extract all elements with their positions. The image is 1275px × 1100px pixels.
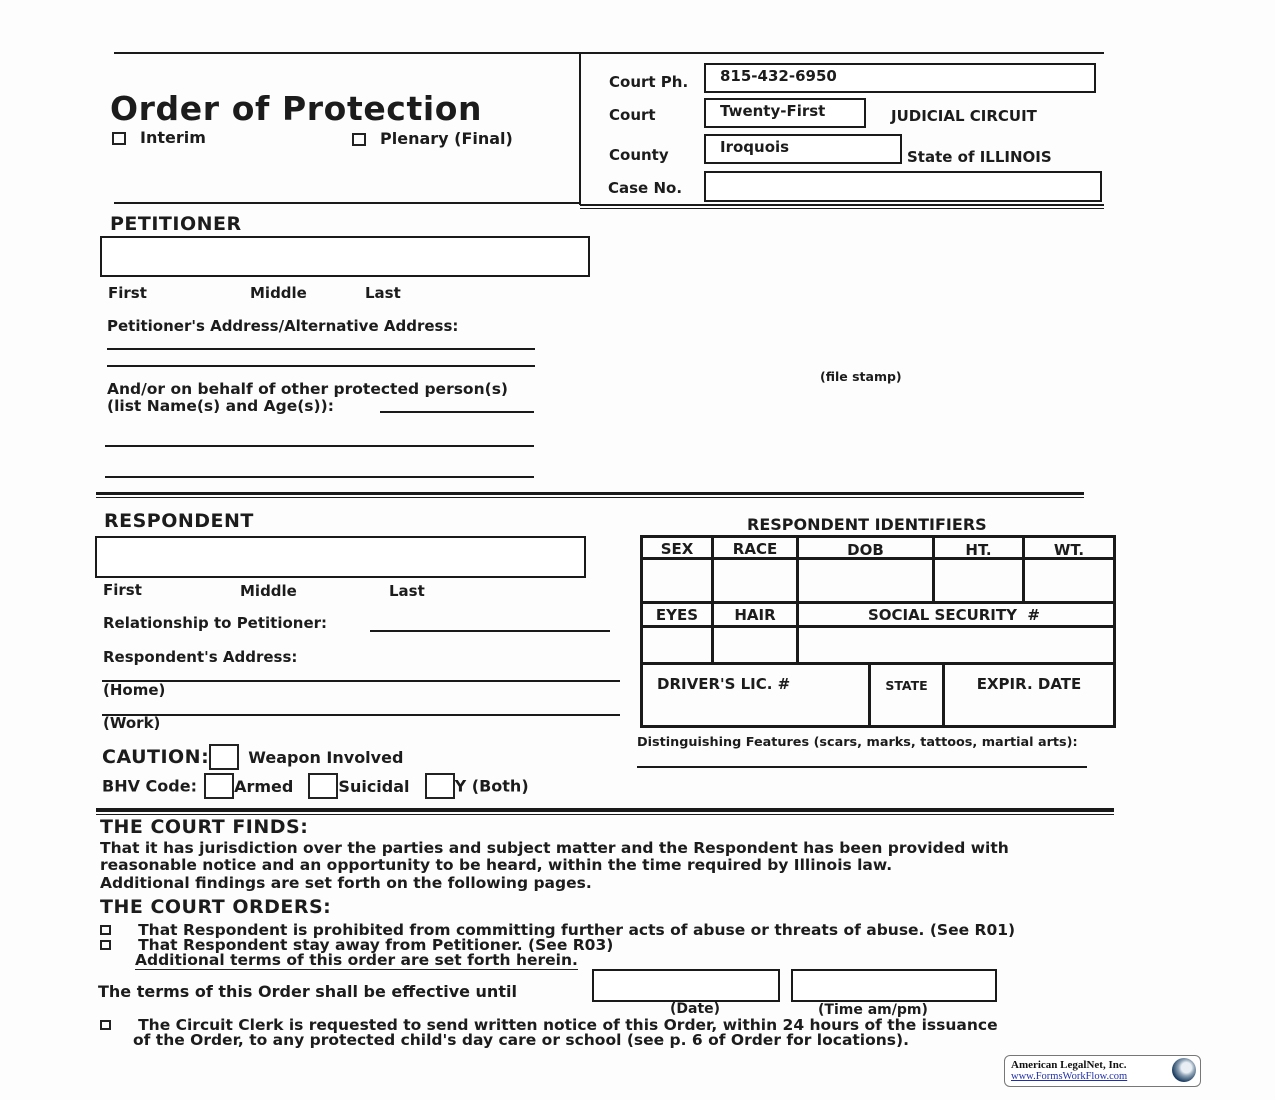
court-value: Twenty-First [720, 102, 826, 120]
suicidal-label: Suicidal [338, 776, 410, 796]
dl-state-header: STATE [885, 678, 928, 693]
both-checkbox[interactable] [425, 773, 455, 799]
caution-label: CAUTION: [102, 746, 210, 768]
race-field[interactable] [714, 560, 796, 601]
section-divider-1b [96, 497, 1084, 498]
court-finds-heading: THE COURT FINDS: [100, 816, 309, 838]
logo-url-link[interactable]: www.FormsWorkFlow.com [1011, 1071, 1128, 1082]
court-phone-label: Court Ph. [609, 73, 689, 91]
race-header: RACE [732, 540, 778, 558]
section-divider-2b [96, 814, 1114, 815]
plenary-checkbox[interactable] [352, 133, 366, 146]
home-address-line[interactable] [102, 680, 620, 682]
bhv-label: BHV Code: [102, 776, 197, 796]
court-field[interactable] [704, 98, 866, 128]
home-label: (Home) [103, 681, 166, 699]
petitioner-last-label: Last [365, 284, 401, 302]
time-caption: (Time am/pm) [818, 1002, 928, 1018]
work-label: (Work) [103, 714, 161, 732]
effective-time-field[interactable] [791, 969, 997, 1002]
petitioner-name-field[interactable] [100, 236, 590, 277]
respondent-address-label: Respondent's Address: [103, 648, 298, 666]
county-label: County [609, 146, 669, 164]
court-phone-value: 815-432-6950 [720, 67, 837, 85]
dob-field[interactable] [799, 560, 932, 601]
petitioner-heading: PETITIONER [110, 213, 242, 235]
sex-header: SEX [660, 540, 694, 558]
interim-label: Interim [140, 128, 206, 147]
clerk-notice-checkbox[interactable] [100, 1020, 111, 1030]
petitioner-address-label: Petitioner's Address/Alternative Address: [107, 317, 459, 335]
both-label: Y (Both) [454, 776, 529, 796]
findings-line-2: reasonable notice and an opportunity to be heard, within the time required by Illinois law. [100, 856, 893, 874]
order-2-checkbox[interactable] [100, 940, 111, 950]
respondent-name-field[interactable] [95, 536, 586, 578]
armed-label: Armed [234, 776, 294, 796]
behalf-line-1[interactable] [380, 411, 534, 413]
petitioner-address-line-2[interactable] [107, 365, 535, 367]
top-rule [114, 52, 1104, 54]
drivers-lic-header: DRIVER'S LIC. # [657, 675, 791, 693]
clerk-notice-line-2: of the Order, to any protected child's day care or school (see p. 6 of Order for locations). [133, 1031, 910, 1049]
additional-terms-text: Additional terms of this order are set forth herein. [135, 951, 578, 969]
interim-checkbox[interactable] [112, 132, 126, 145]
effective-until-label: The terms of this Order shall be effective until [98, 982, 517, 1001]
petitioner-middle-label: Middle [250, 284, 307, 302]
globe-icon [1172, 1058, 1196, 1082]
ssn-header: SOCIAL SECURITY # [867, 606, 1040, 624]
behalf-line-2[interactable] [105, 445, 534, 447]
ht-field[interactable] [935, 560, 1022, 601]
plenary-label: Plenary (Final) [380, 129, 513, 148]
ht-header: HT. [965, 541, 992, 559]
court-phone-field[interactable] [704, 63, 1096, 93]
behalf-label-line1: And/or on behalf of other protected person(s) [107, 380, 509, 398]
behalf-label-line2: (list Name(s) and Age(s)): [107, 397, 334, 415]
american-legalnet-logo[interactable] [1004, 1055, 1201, 1087]
expir-date-field[interactable] [945, 696, 1113, 726]
wt-header: WT. [1053, 541, 1085, 559]
distinguishing-features-line[interactable] [637, 766, 1087, 768]
page-title: Order of Protection [110, 89, 483, 128]
effective-date-field[interactable] [592, 969, 780, 1002]
caution-row [102, 744, 403, 770]
order-1-checkbox[interactable] [100, 925, 111, 935]
work-address-line[interactable] [102, 714, 620, 716]
section-divider-1 [96, 492, 1084, 495]
bhv-row [102, 773, 529, 799]
identifiers-heading: RESPONDENT IDENTIFIERS [747, 515, 987, 534]
sex-field[interactable] [643, 560, 711, 601]
wt-field[interactable] [1025, 560, 1113, 601]
relationship-line[interactable] [370, 630, 610, 632]
expir-date-header: EXPIR. DATE [976, 675, 1082, 693]
findings-line-3: Additional findings are set forth on the following pages. [100, 874, 592, 892]
hair-field[interactable] [714, 628, 796, 662]
county-field[interactable] [704, 134, 902, 164]
file-stamp-label: (file stamp) [820, 369, 902, 384]
hair-header: HAIR [734, 606, 776, 624]
dob-header: DOB [847, 541, 884, 559]
clerk-notice-line-1: The Circuit Clerk is requested to send written notice of this Order, within 24 hours of the issuance [138, 1016, 998, 1034]
respondent-heading: RESPONDENT [104, 510, 254, 532]
header-divider-vertical [579, 53, 581, 205]
case-no-field[interactable] [704, 171, 1102, 202]
relationship-label: Relationship to Petitioner: [103, 614, 328, 632]
respondent-first-label: First [103, 581, 142, 599]
state-label: State of ILLINOIS [907, 148, 1052, 166]
eyes-field[interactable] [643, 628, 711, 662]
respondent-last-label: Last [389, 582, 425, 600]
court-label: Court [609, 106, 656, 124]
findings-line-1: That it has jurisdiction over the parties and subject matter and the Respondent has been provided with [100, 839, 1009, 857]
logo-company: American LegalNet, Inc. [1011, 1059, 1127, 1071]
weapon-label: Weapon Involved [248, 747, 404, 767]
option-interim[interactable] [112, 128, 206, 147]
id-rule-4 [643, 662, 1113, 665]
header-bottom-rule-left [114, 202, 580, 204]
date-caption: (Date) [670, 1001, 721, 1017]
court-orders-heading: THE COURT ORDERS: [100, 896, 332, 918]
section-divider-2 [96, 808, 1114, 812]
identifiers-table [640, 535, 1116, 728]
eyes-header: EYES [655, 606, 699, 624]
case-no-label: Case No. [608, 179, 683, 197]
judicial-circuit-label: JUDICIAL CIRCUIT [891, 107, 1037, 125]
respondent-middle-label: Middle [240, 582, 297, 600]
dl-state-field[interactable] [871, 696, 942, 726]
order-1-text: That Respondent is prohibited from committing further acts of abuse or threats of abuse. (See R01) [138, 921, 1016, 939]
header-bottom-rule-right [580, 204, 1104, 206]
suicidal-checkbox[interactable] [308, 773, 338, 799]
behalf-line-3[interactable] [105, 476, 534, 478]
drivers-lic-field[interactable] [643, 696, 868, 726]
header-bottom-rule-right2 [580, 208, 1104, 209]
option-plenary[interactable] [352, 129, 513, 148]
petitioner-first-label: First [108, 284, 147, 302]
weapon-checkbox[interactable] [209, 744, 239, 770]
armed-checkbox[interactable] [204, 773, 234, 799]
petitioner-address-line-1[interactable] [107, 348, 535, 350]
ssn-field[interactable] [799, 628, 1113, 662]
distinguishing-features-label: Distinguishing Features (scars, marks, tattoos, martial arts): [637, 735, 1078, 750]
order-2-text: That Respondent stay away from Petitioner. (See R03) [138, 936, 614, 954]
county-value: Iroquois [720, 138, 790, 156]
